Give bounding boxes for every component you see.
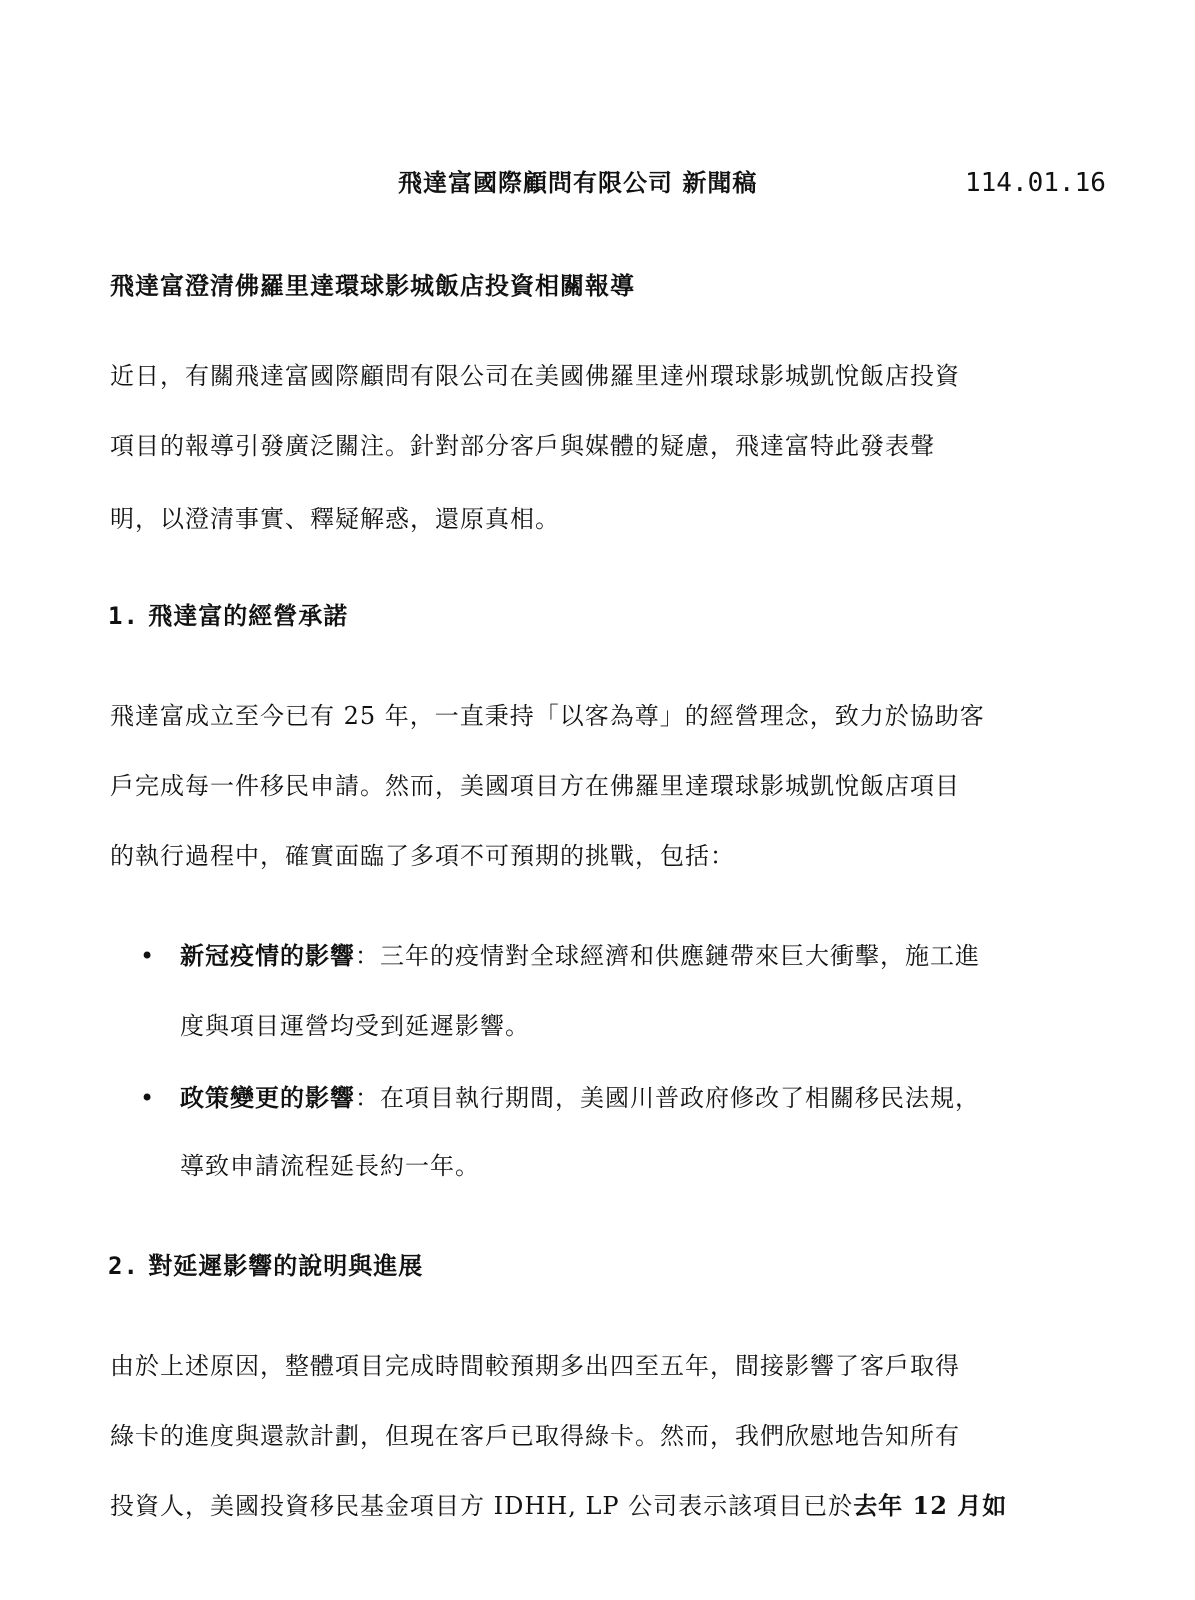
intro-line-2: 項目的報導引發廣泛關注。針對部分客戶與媒體的疑慮，飛達富特此發表聲 (110, 432, 935, 460)
section-1-line-3: 的執行過程中，確實面臨了多項不可預期的挑戰，包括： (110, 842, 735, 870)
bullet-2-line-1 (180, 1082, 980, 1114)
press-release-date: 114.01.16 (965, 168, 1106, 198)
bullet-1-dot: • (140, 942, 155, 970)
bullet-1-line-1 (180, 940, 980, 972)
press-release-header-title: 飛達富國際顧問有限公司 新聞稿 (398, 168, 758, 197)
section-1-line-1: 飛達富成立至今已有 25 年，一直秉持「以客為尊」的經營理念，致力於協助客 (110, 702, 985, 730)
section-1-number: 1. (108, 602, 139, 630)
section-2-number: 2. (108, 1252, 139, 1280)
section-2-line-1: 由於上述原因，整體項目完成時間較預期多出四至五年，間接影響了客戶取得 (110, 1352, 960, 1380)
section-2-line-3-bold: 去年 12 月如 (853, 1491, 1008, 1520)
headline: 飛達富澄清佛羅里達環球影城飯店投資相關報導 (110, 271, 635, 300)
section-1-line-2: 戶完成每一件移民申請。然而，美國項目方在佛羅里達環球影城凱悅飯店項目 (110, 772, 960, 800)
bullet-1-line-2: 度與項目運營均受到延遲影響。 (180, 1012, 530, 1040)
bullet-2-bold-label: 政策變更的影響 (180, 1083, 355, 1112)
section-2-line-2: 綠卡的進度與還款計劃，但現在客戶已取得綠卡。然而，我們欣慰地告知所有 (110, 1422, 960, 1450)
section-2-line-3-regular: 投資人，美國投資移民基金項目方 IDHH, LP 公司表示該項目已於 (110, 1492, 854, 1520)
bullet-1-text: ：三年的疫情對全球經濟和供應鏈帶來巨大衝擊，施工進 (355, 942, 980, 970)
bullet-2-line-2: 導致申請流程延長約一年。 (180, 1152, 480, 1180)
intro-line-1: 近日，有關飛達富國際顧問有限公司在美國佛羅里達州環球影城凱悅飯店投資 (110, 362, 960, 390)
section-2-line-3 (110, 1490, 1007, 1522)
section-1-heading (108, 600, 348, 632)
section-2-title: 對延遲影響的說明與進展 (148, 1251, 424, 1280)
intro-line-3: 明，以澄清事實、釋疑解惑，還原真相。 (110, 505, 560, 533)
section-2-heading (108, 1250, 423, 1282)
section-1-title: 飛達富的經營承諾 (148, 601, 349, 630)
bullet-2-text: ：在項目執行期間，美國川普政府修改了相關移民法規， (355, 1084, 980, 1112)
bullet-1-bold-label: 新冠疫情的影響 (180, 941, 355, 970)
bullet-2-dot: • (140, 1084, 155, 1112)
